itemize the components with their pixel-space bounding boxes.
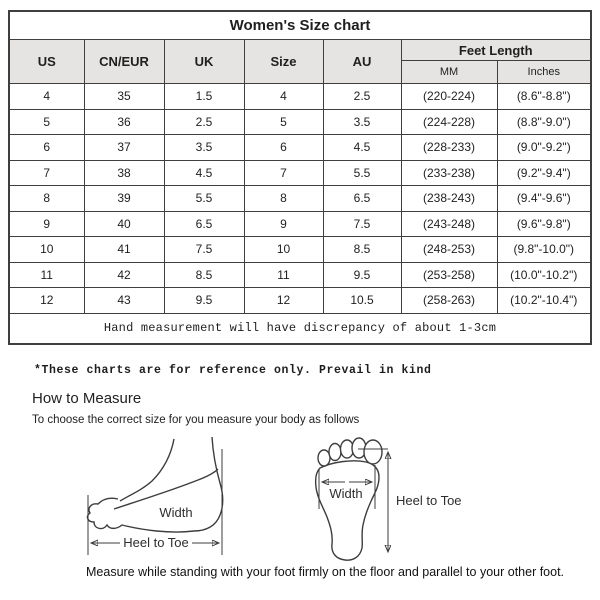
size-cell: (9.4"-9.6") — [497, 186, 591, 212]
col-header-uk: UK — [164, 40, 244, 84]
foot-side-instep-line — [114, 469, 218, 509]
size-cell: 7.5 — [323, 211, 401, 237]
size-cell: (238-243) — [401, 186, 497, 212]
size-cell: 42 — [84, 262, 164, 288]
size-cell: 11 — [244, 262, 323, 288]
how-to-measure-instruction: To choose the correct size for you measure your body as follows — [32, 414, 360, 426]
size-cell: 9.5 — [323, 262, 401, 288]
sole-heel-to-toe-label: Heel to Toe — [396, 493, 462, 508]
size-cell: 12 — [244, 288, 323, 314]
size-cell: 40 — [84, 211, 164, 237]
foot-side-outline — [87, 437, 222, 532]
size-cell: 4.5 — [164, 160, 244, 186]
size-row — [9, 262, 591, 288]
size-cell: 4 — [244, 84, 323, 110]
size-cell: 3.5 — [164, 135, 244, 161]
size-cell: (8.8"-9.0") — [497, 109, 591, 135]
size-cell: 8.5 — [164, 262, 244, 288]
size-cell: 6 — [9, 135, 84, 161]
size-cell: 8.5 — [323, 237, 401, 263]
col-header-cn-eur: CN/EUR — [84, 40, 164, 84]
side-heel-to-toe-label: Heel to Toe — [123, 535, 189, 550]
size-row — [9, 109, 591, 135]
size-cell: 7 — [9, 160, 84, 186]
size-row — [9, 84, 591, 110]
size-cell: 6 — [244, 135, 323, 161]
column-header-row — [9, 40, 591, 61]
size-row — [9, 160, 591, 186]
size-cell: 43 — [84, 288, 164, 314]
size-cell: 4.5 — [323, 135, 401, 161]
size-cell: 4 — [9, 84, 84, 110]
size-cell: 5 — [9, 109, 84, 135]
size-cell: (9.6"-9.8") — [497, 211, 591, 237]
size-cell: (10.0"-10.2") — [497, 262, 591, 288]
size-cell: (253-258) — [401, 262, 497, 288]
chart-title: Women's Size chart — [9, 11, 591, 40]
size-cell: 37 — [84, 135, 164, 161]
reference-note: *These charts are for reference only. Prevail in kind — [34, 364, 432, 377]
size-cell: 1.5 — [164, 84, 244, 110]
col-header-mm: MM — [401, 61, 497, 84]
size-cell: 39 — [84, 186, 164, 212]
big-toe — [364, 440, 382, 464]
size-cell: 10 — [9, 237, 84, 263]
col-header-size: Size — [244, 40, 323, 84]
size-cell: 2.5 — [323, 84, 401, 110]
size-cell: 3.5 — [323, 109, 401, 135]
size-cell: 5.5 — [323, 160, 401, 186]
size-cell: (9.2"-9.4") — [497, 160, 591, 186]
toe-4 — [329, 444, 341, 461]
size-cell: 11 — [9, 262, 84, 288]
foot-sole-view-diagram — [300, 435, 470, 565]
size-cell: 6.5 — [323, 186, 401, 212]
size-cell: (8.6"-8.8") — [497, 84, 591, 110]
size-cell: 5 — [244, 109, 323, 135]
side-width-label: Width — [159, 505, 193, 520]
size-cell: (9.8"-10.0") — [497, 237, 591, 263]
col-header-inches: Inches — [497, 61, 591, 84]
size-row — [9, 135, 591, 161]
col-header-au: AU — [323, 40, 401, 84]
size-cell: 7.5 — [164, 237, 244, 263]
foot-sole-outline — [316, 461, 379, 560]
size-cell: 38 — [84, 160, 164, 186]
size-cell: (233-238) — [401, 160, 497, 186]
sole-width-label: Width — [329, 486, 363, 501]
foot-side-view-diagram — [78, 433, 233, 568]
size-cell: (10.2"-10.4") — [497, 288, 591, 314]
size-cell: (228-233) — [401, 135, 497, 161]
footnote-row — [9, 313, 591, 344]
measure-caption: Measure while standing with your foot firmly on the floor and parallel to your other foot. — [86, 565, 565, 579]
size-cell: 36 — [84, 109, 164, 135]
size-cell: 10.5 — [323, 288, 401, 314]
size-cell: 9 — [9, 211, 84, 237]
size-cell: 10 — [244, 237, 323, 263]
size-cell: (258-263) — [401, 288, 497, 314]
size-cell: (220-224) — [401, 84, 497, 110]
toe-5 — [318, 450, 330, 466]
size-cell: 5.5 — [164, 186, 244, 212]
table-footnote: Hand measurement will have discrepancy of about 1-3cm — [9, 313, 591, 344]
size-row — [9, 211, 591, 237]
size-cell: 2.5 — [164, 109, 244, 135]
size-cell: 6.5 — [164, 211, 244, 237]
size-cell: (224-228) — [401, 109, 497, 135]
how-to-measure-heading: How to Measure — [32, 390, 142, 407]
size-cell: 9 — [244, 211, 323, 237]
chart-title-row — [9, 11, 591, 40]
size-row — [9, 186, 591, 212]
size-cell: 8 — [244, 186, 323, 212]
col-header-us: US — [9, 40, 84, 84]
size-cell: 9.5 — [164, 288, 244, 314]
size-row — [9, 237, 591, 263]
size-cell: 7 — [244, 160, 323, 186]
col-header-feet-length: Feet Length — [401, 40, 591, 61]
size-cell: (243-248) — [401, 211, 497, 237]
size-cell: 8 — [9, 186, 84, 212]
size-cell: (9.0"-9.2") — [497, 135, 591, 161]
size-cell: 12 — [9, 288, 84, 314]
size-cell: 35 — [84, 84, 164, 110]
size-cell: (248-253) — [401, 237, 497, 263]
size-cell: 41 — [84, 237, 164, 263]
womens-size-chart-table — [8, 10, 592, 345]
size-row — [9, 288, 591, 314]
